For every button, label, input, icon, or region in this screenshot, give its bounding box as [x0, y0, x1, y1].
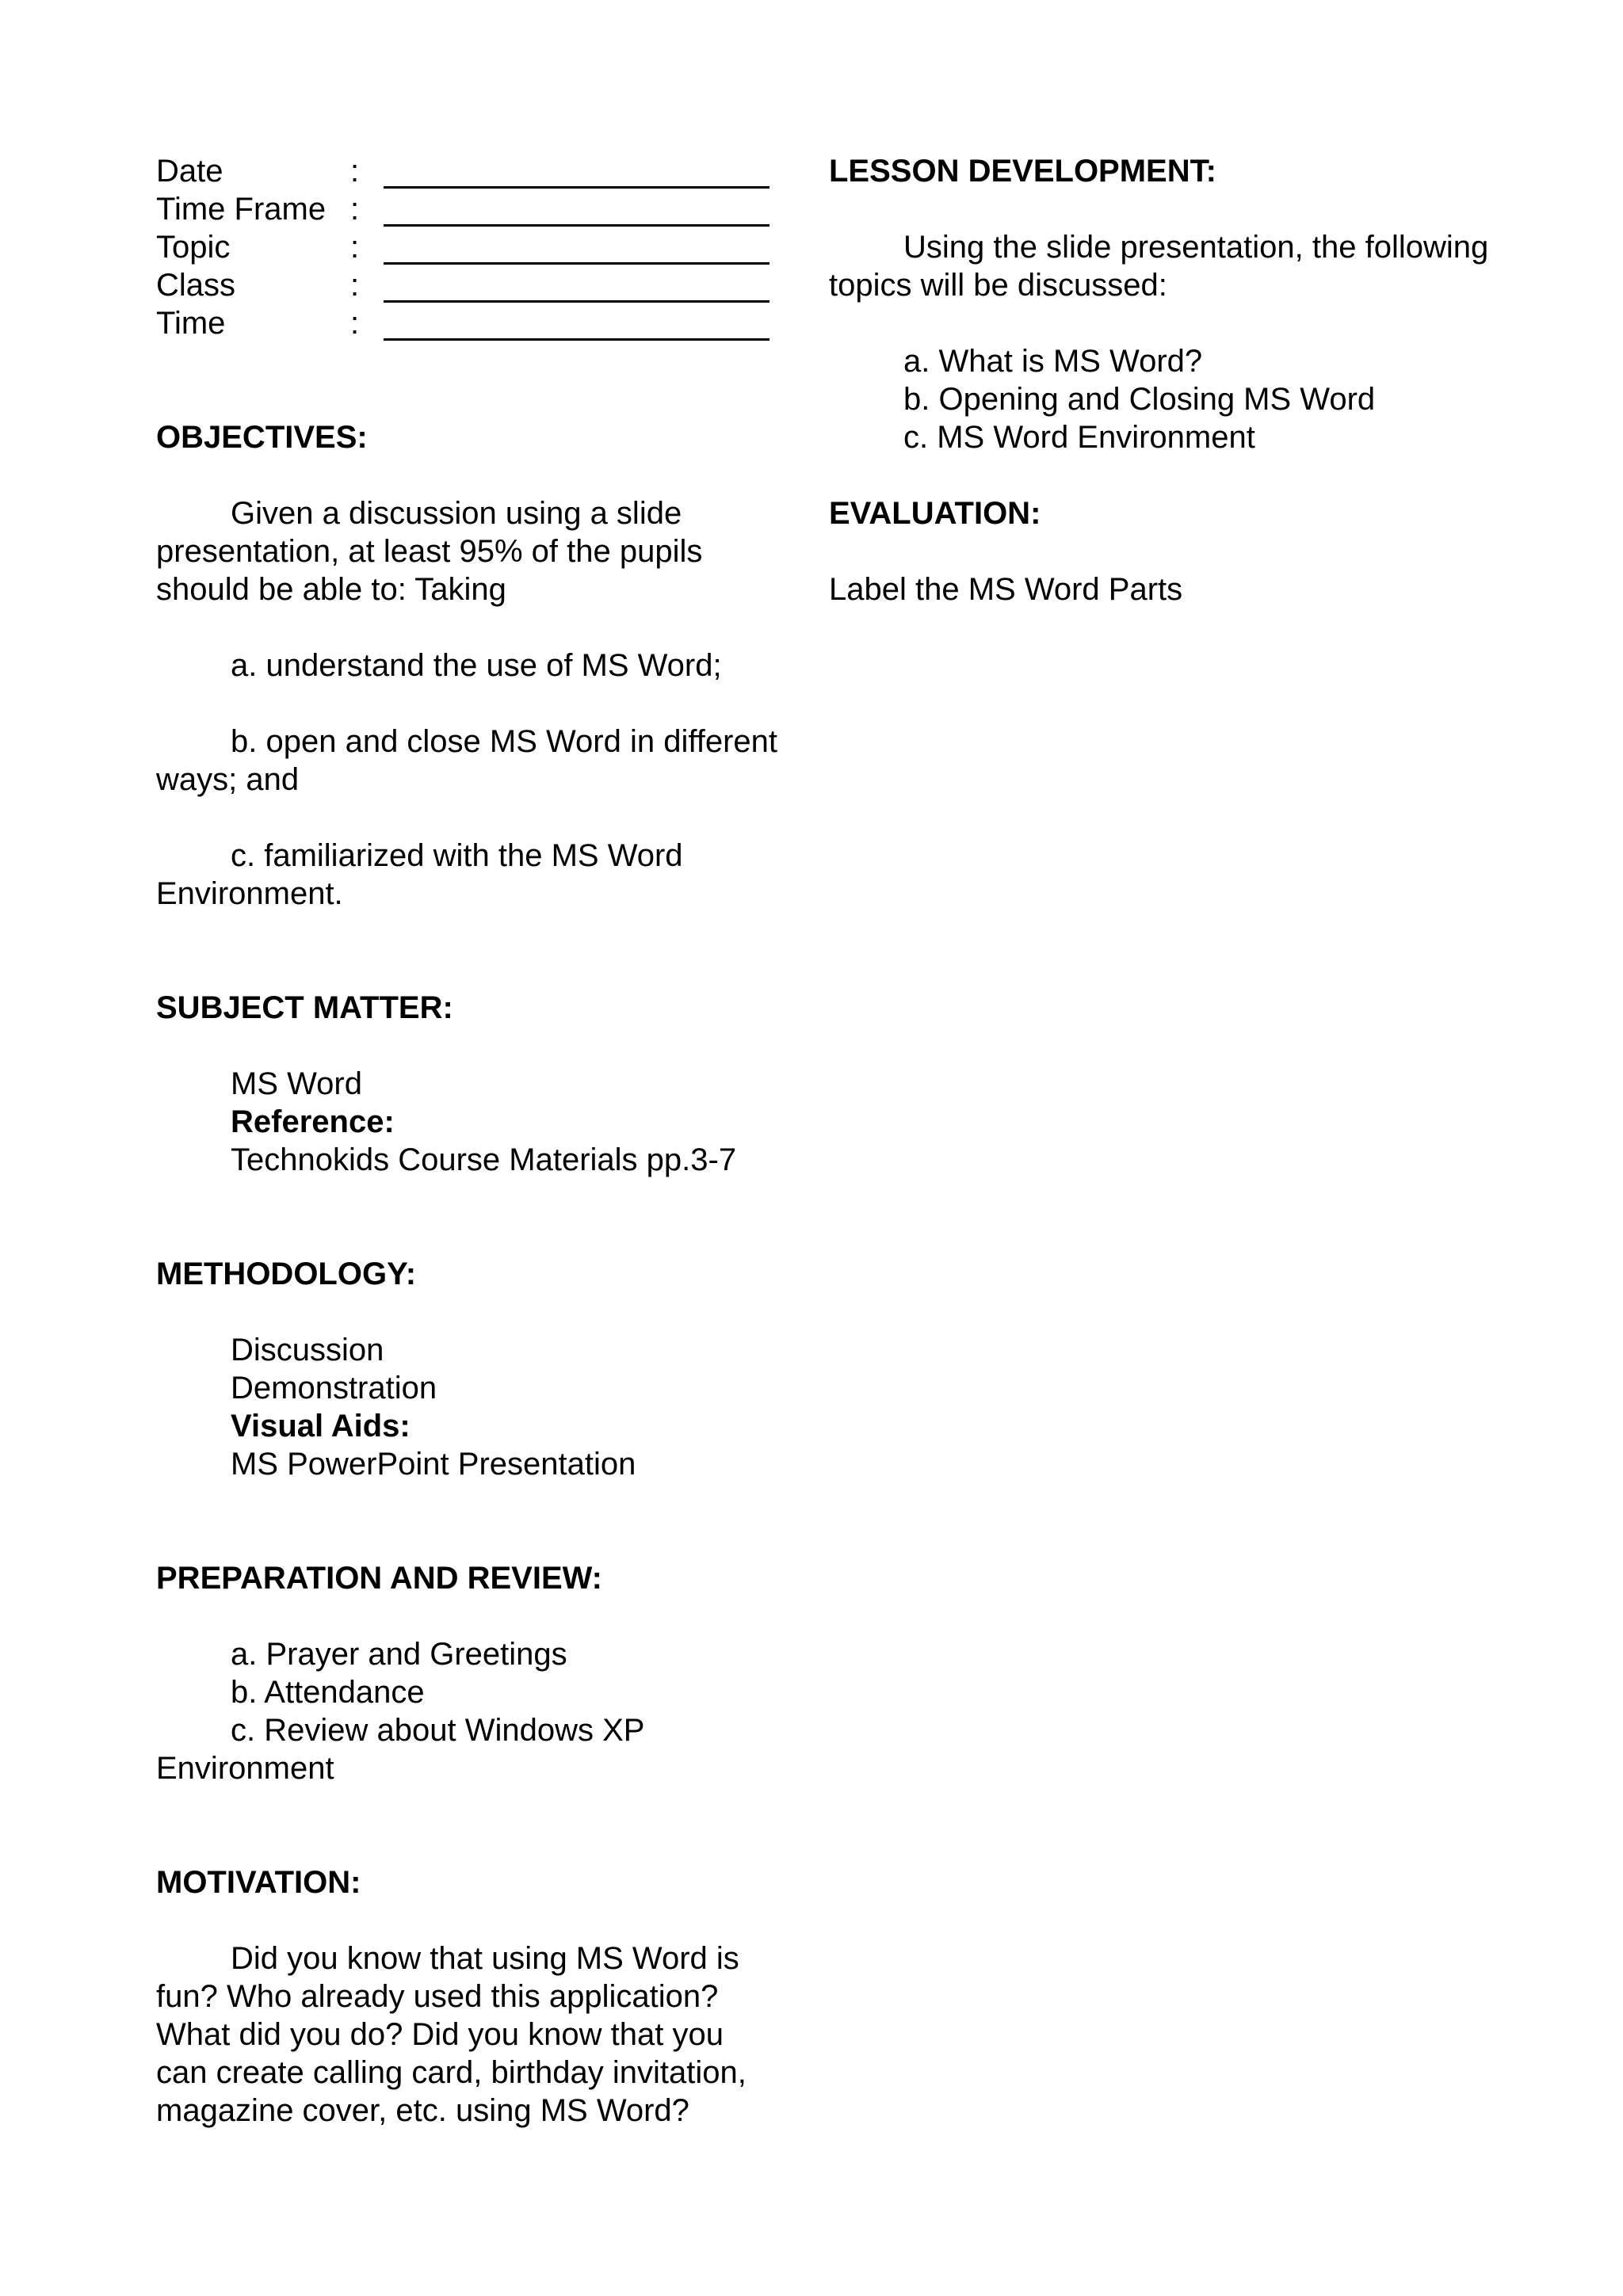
objective-item: b. open and close MS Word in different ways; and: [156, 724, 778, 797]
methodology-item: Discussion: [231, 1333, 384, 1367]
field-colon: :: [350, 154, 360, 189]
field-label: Topic: [156, 230, 231, 265]
field-time-frame: [156, 190, 782, 228]
lesson-topic-item: b. Opening and Closing MS Word: [903, 382, 1376, 417]
field-colon: :: [350, 268, 360, 303]
field-label: Class: [156, 268, 236, 303]
preparation-item: c. Review about Windows XP Environment: [156, 1713, 644, 1786]
blank-line: [384, 308, 769, 341]
field-time: [156, 304, 782, 342]
right-column: [829, 152, 1495, 608]
lesson-development-intro: Using the slide presentation, the following topics will be discussed:: [829, 230, 1489, 303]
objectives-heading: OBJECTIVES:: [156, 420, 368, 455]
lesson-topic-item: c. MS Word Environment: [903, 420, 1255, 455]
preparation-item: b. Attendance: [231, 1675, 425, 1710]
blank-line: [384, 232, 769, 265]
field-label: Time Frame: [156, 192, 327, 227]
lesson-development-heading: LESSON DEVELOPMENT:: [829, 154, 1216, 189]
blank-line: [384, 194, 769, 227]
blank-line: [384, 270, 769, 303]
objective-item: a. understand the use of MS Word;: [231, 648, 722, 683]
objective-item: c. familiarized with the MS Word Environment.: [156, 838, 683, 911]
reference-text: Technokids Course Materials pp.3-7: [231, 1142, 737, 1177]
blank-line: [384, 156, 769, 189]
lesson-topic-item: a. What is MS Word?: [903, 344, 1203, 379]
evaluation-heading: EVALUATION:: [829, 496, 1041, 531]
header-fields: [156, 152, 782, 342]
field-colon: :: [350, 306, 360, 341]
preparation-heading: PREPARATION AND REVIEW:: [156, 1561, 602, 1596]
motivation-text: Did you know that using MS Word is fun? Who already used this application? What did you do? Did you know that you can create calling card, birthday invitation, magazine cover, etc. using MS Word?: [156, 1941, 747, 2128]
field-topic: [156, 228, 782, 266]
reference-label: Reference:: [231, 1104, 395, 1139]
visual-aids-label: Visual Aids:: [231, 1409, 411, 1444]
motivation-heading: MOTIVATION:: [156, 1865, 361, 1900]
field-label: Date: [156, 154, 223, 189]
field-class: [156, 266, 782, 304]
left-column: [156, 152, 782, 2130]
field-date: [156, 152, 782, 190]
subject-topic: MS Word: [231, 1066, 362, 1101]
methodology-heading: METHODOLOGY:: [156, 1257, 417, 1291]
methodology-item: Demonstration: [231, 1371, 437, 1405]
evaluation-text: Label the MS Word Parts: [829, 572, 1183, 607]
objectives-intro: Given a discussion using a slide presentation, at least 95% of the pupils should be able to: Taking: [156, 496, 703, 607]
field-label: Time: [156, 306, 226, 341]
field-colon: :: [350, 192, 360, 227]
visual-aids-text: MS PowerPoint Presentation: [231, 1447, 636, 1482]
field-colon: :: [350, 230, 360, 265]
preparation-item: a. Prayer and Greetings: [231, 1637, 567, 1672]
subject-matter-heading: SUBJECT MATTER:: [156, 990, 453, 1025]
